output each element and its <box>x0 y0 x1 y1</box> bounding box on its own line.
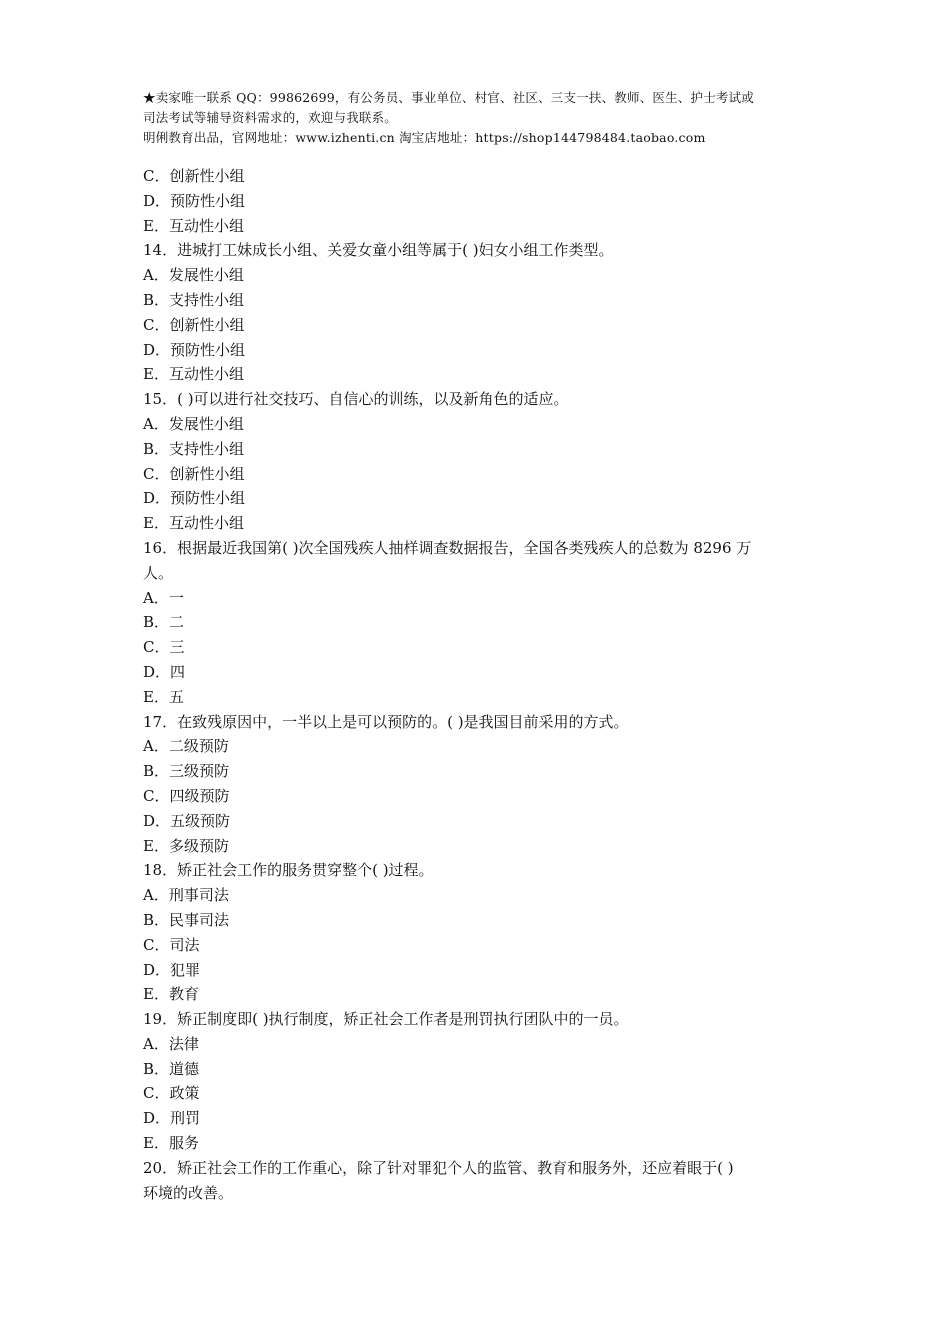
option-line: B．道德 <box>143 1059 200 1078</box>
option-line: C．创新性小组 <box>143 167 245 185</box>
option-line: A．一 <box>143 588 184 607</box>
option-line: E．互动性小组 <box>143 216 244 235</box>
question-15: 15．( )可以进行社交技巧、自信心的训练，以及新角色的适应。 <box>143 390 569 409</box>
option-line: A．刑事司法 <box>143 886 229 905</box>
option-line: E．服务 <box>143 1134 199 1153</box>
question-18: 18．矫正社会工作的服务贯穿整个( )过程。 <box>143 861 434 880</box>
header-website-line: 明俐教育出品，官网地址：www.izhenti.cn 淘宝店地址：https://shop144798484.taobao.com <box>143 130 706 145</box>
option-line: D．刑罚 <box>143 1109 201 1128</box>
option-line: D．预防性小组 <box>143 489 246 508</box>
option-line: D．预防性小组 <box>143 191 246 210</box>
option-line: C．创新性小组 <box>143 464 245 483</box>
option-line: E．教育 <box>143 985 199 1004</box>
option-line: E．互动性小组 <box>143 514 244 533</box>
option-line: B．支持性小组 <box>143 439 245 458</box>
header-contact-line: ★卖家唯一联系 QQ：99862699，有公务员、事业单位、村官、社区、三支一扶、教师、医生、护士考试或 <box>143 90 754 105</box>
question-19: 19．矫正制度即( )执行制度，矫正社会工作者是刑罚执行团队中的一员。 <box>143 1010 629 1029</box>
option-line: E．五 <box>143 687 184 706</box>
header-contact-line-continued: 司法考试等辅导资料需求的，欢迎与我联系。 <box>143 110 398 125</box>
option-line: B．民事司法 <box>143 910 230 929</box>
question-20-continued: 环境的改善。 <box>143 1183 234 1202</box>
seller-header <box>143 88 823 148</box>
question-list <box>143 164 808 1205</box>
option-line: C．司法 <box>143 935 200 954</box>
option-line: A．发展性小组 <box>143 266 244 285</box>
option-line: A．二级预防 <box>143 737 229 756</box>
option-line: D．四 <box>143 662 186 681</box>
option-line: A．法律 <box>143 1034 199 1053</box>
option-line: C．三 <box>143 638 185 657</box>
option-line: B．二 <box>143 613 185 632</box>
question-14: 14．进城打工妹成长小组、关爱女童小组等属于( )妇女小组工作类型。 <box>143 241 614 260</box>
option-line: B．三级预防 <box>143 762 230 781</box>
option-line: E．互动性小组 <box>143 365 244 384</box>
option-line: E．多级预防 <box>143 836 229 855</box>
option-line: D．五级预防 <box>143 811 231 830</box>
question-20: 20．矫正社会工作的工作重心，除了针对罪犯个人的监管、教育和服务外，还应着眼于( ) <box>143 1158 734 1177</box>
option-line: C．政策 <box>143 1084 200 1103</box>
option-line: B．支持性小组 <box>143 290 245 309</box>
question-17: 17．在致残原因中，一半以上是可以预防的。( )是我国目前采用的方式。 <box>143 712 629 731</box>
option-line: A．发展性小组 <box>143 414 244 433</box>
option-line: D．预防性小组 <box>143 340 246 359</box>
option-line: C．四级预防 <box>143 786 230 805</box>
question-16: 16．根据最近我国第( )次全国残疾人抽样调查数据报告，全国各类残疾人的总数为 8296 万 <box>143 538 752 557</box>
option-line: C．创新性小组 <box>143 315 245 334</box>
question-16-continued: 人。 <box>143 563 174 582</box>
option-line: D．犯罪 <box>143 960 201 979</box>
